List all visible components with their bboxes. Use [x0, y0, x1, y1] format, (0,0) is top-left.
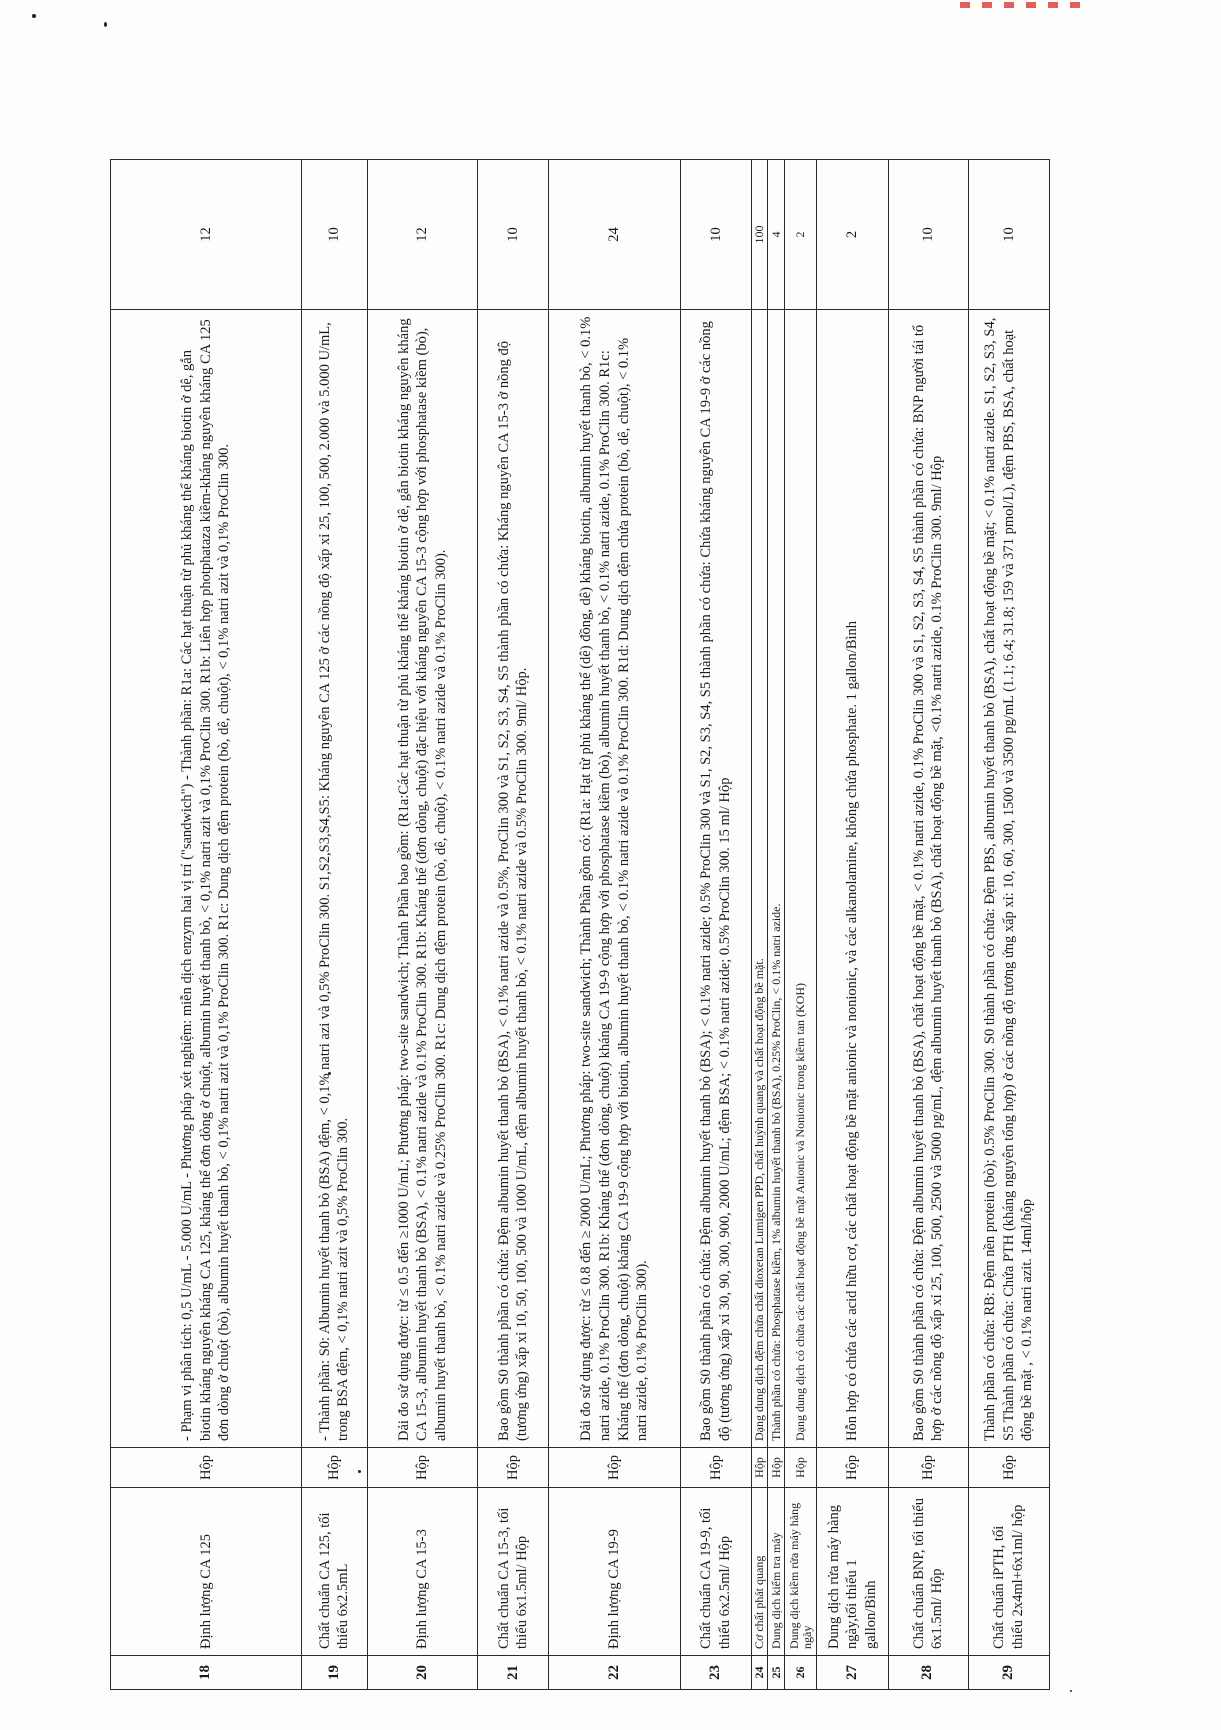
item-name-cell: Chất chuẩn CA 15-3, tối thiểu 6x1.5ml/ Hộp — [478, 1488, 549, 1656]
item-name-cell: Chất chuẩn CA 125, tối thiểu 6x2.5mL — [301, 1488, 367, 1656]
description-cell: Dạng dung dịch đệm chứa chất dioxetan Lumigen PPD, chất huỳnh quang và chất hoạt động bề mặt. — [751, 310, 767, 1448]
table-row — [785, 160, 817, 1690]
table-row — [301, 160, 367, 1690]
table-row — [751, 160, 767, 1690]
description-cell: - Thành phần: S0: Albumin huyết thanh bò (BSA) đệm, < 0,1% natri azi và 0,5% ProClin 300. S1,S2,S3,S4,S5: Kháng nguyên CA 125 ở các nồng độ xấp xỉ 25, 100, 500, 2.000 và 5.000 U/mL, trong BSA đệm, < 0,1% natri azit và 0,5% ProClin 300. — [301, 310, 367, 1448]
item-name-cell: Định lượng CA 19-9 — [549, 1488, 681, 1656]
unit-cell: Hộp — [367, 1448, 478, 1488]
item-name-cell: Định lượng CA 15-3 — [367, 1488, 478, 1656]
quantity-cell: 12 — [367, 160, 478, 310]
item-name-cell: Dung dịch kiểm tra máy — [767, 1488, 785, 1656]
item-name-cell: Cơ chất phát quang — [751, 1488, 767, 1656]
row-number-cell: 28 — [888, 1656, 968, 1690]
description-cell: Thành phần có chứa: RB: Đệm nền protein (bò); 0.5% ProClin 300. S0 thành phần có chứa: Đệm PBS, albumin huyết thanh bò (BSA), chất hoạt động bề mặt; < 0.1% natri azide. S1, S2, S3, S4, S5 Thành phần có chứa: Chứa PTH (kháng nguyên tổng hợp) ở các nồng độ tương ứng xấp xỉ: 10, 60, 300, 1500 và 3500 pg/mL (1.1; 6.4; 31.8; 159 và 371 pmol/L), đệm PBS, BSA, chất hoạt động bề mặt , < 0.1% natri azit. 14ml/hộp — [968, 310, 1049, 1448]
unit-cell: Hộp — [785, 1448, 817, 1488]
item-name-cell: Chất chuẩn iPTH, tối thiểu 2x4ml+6x1ml/ hộp — [968, 1488, 1049, 1656]
unit-cell: Hộp — [301, 1448, 367, 1488]
quantity-cell: 12 — [111, 160, 302, 310]
item-name-cell: Chất chuẩn BNP, tối thiểu 6x1.5ml/ Hộp — [888, 1488, 968, 1656]
red-scan-mark — [960, 2, 1080, 8]
unit-cell: Hộp — [817, 1448, 888, 1488]
table-row — [478, 160, 549, 1690]
quantity-cell: 4 — [767, 160, 785, 310]
row-number-cell: 21 — [478, 1656, 549, 1690]
row-number-cell: 19 — [301, 1656, 367, 1690]
description-cell: Dải đo sử dụng được: từ ≤ 0.8 đến ≥ 2000 U/mL; Phương pháp: two-site sandwich; Thành Phần gồm có: (R1a: Hạt từ phủ kháng thể (dê) đồng, dê) kháng biotin, albumin huyết thanh bò, < 0.1% natri azide, 0.1% ProClin 300. R1b: Kháng thể (đơn dòng, chuột) kháng CA 19-9 cộng hợp với phosphatase kiềm (bò), albumin huyết thanh bò, < 0.1% natri azide, 0.1% ProClin 300. R1c: Kháng thể (đơn dòng, chuột) kháng CA 19-9 cộng hợp với biotin, albumin huyết thanh bò, < 0.1% natri azide và 0.1% ProClin 300. R1d: Dung dịch đệm chứa protein (bò, dê, chuột), < 0.1% natri azide, 0.1% ProClin 300). — [549, 310, 681, 1448]
description-cell: Thành phần có chứa: Phosphatase kiềm, 1% albumin huyết thanh bò (BSA), 0.25% ProClin, < 0.1% natri azide. — [767, 310, 785, 1448]
quantity-cell: 2 — [817, 160, 888, 310]
quantity-cell: 10 — [478, 160, 549, 310]
description-cell: Dải đo sử dụng được: từ ≤ 0.5 đến ≥1000 U/mL; Phương pháp: two-site sandwich; Thành Phần bao gồm: (R1a:Các hạt thuận từ phủ kháng thể kháng biotin ở dê, gắn biotin kháng nguyên kháng CA 15-3, albumin huyết thanh bò (BSA), < 0.1% natri azide và 0.1% ProClin 300. R1b: Kháng thể (đơn dòng, chuột) đặc hiệu với kháng nguyên CA 15-3 cộng hợp với phosphatase kiềm (bò), albumin huyết thanh bò, < 0.1% natri azide và 0.25% ProClin 300. R1c: Dung dịch đệm protein (bò, dê, chuột), < 0.1% natri azide và 0.1% ProClin 300). — [367, 310, 478, 1448]
description-cell: - Phạm vi phân tích: 0,5 U/mL - 5.000 U/mL - Phương pháp xét nghiệm: miễn dịch enzym hai vị trí ("sandwich") - Thành phần: R1a: Các hạt thuận từ phủ kháng thể kháng biotin ở dê, gắn biotin kháng nguyên kháng CA 125, kháng thể đơn dòng ở chuột, albumin huyết thanh bò, < 0,1% natri azit và 0,1% ProClin 300. R1b: Liên hợp photphataza kiềm-kháng nguyên kháng CA 125 đơn dòng ở chuột (bò), albumin huyết thanh bò, < 0,1% natri azit và 0,1% ProClin 300. R1c: Dung dịch đệm protein (bò, dê, chuột), < 0,1% natri azit và 0,1% ProClin 300. — [111, 310, 302, 1448]
description-cell: Bao gồm S0 thành phần có chứa: Đệm albumin huyết thanh bò (BSA); < 0.1% natri azide; 0.5% ProClin 300 và S1, S2, S3, S4, S5 thành phần có chứa: Chứa kháng nguyên CA 19-9 ở các nồng độ (tương ứng) xấp xỉ 30, 90, 300, 900, 2000 U/mL; đệm BSA; < 0.1% natri azide; 0.5% ProClin 300. 15 ml/ Hộp — [681, 310, 752, 1448]
unit-cell: Hộp — [478, 1448, 549, 1488]
row-number-cell: 23 — [681, 1656, 752, 1690]
row-number-cell: 26 — [785, 1656, 817, 1690]
description-cell: Hỗn hợp có chứa các acid hữu cơ, các chất hoạt động bề mặt anionic và nonionic, và các alkanolamine, không chứa phosphate. 1 gallon/Bình — [817, 310, 888, 1448]
unit-cell: Hộp — [681, 1448, 752, 1488]
row-number-cell: 25 — [767, 1656, 785, 1690]
row-number-cell: 22 — [549, 1656, 681, 1690]
item-name-cell: Định lượng CA 125 — [111, 1488, 302, 1656]
unit-cell: Hộp — [767, 1448, 785, 1488]
description-cell: Dạng dung dịch có chứa các chất hoạt động bề mặt Anionic và Nonionic trong kiềm tan (KOH) — [785, 310, 817, 1448]
table-row — [888, 160, 968, 1690]
scan-speck — [1070, 1690, 1072, 1692]
rotated-table-container — [110, 160, 1050, 1690]
scan-speck — [32, 14, 36, 18]
table-row — [817, 160, 888, 1690]
quantity-cell: 10 — [681, 160, 752, 310]
reagent-spec-table — [110, 159, 1050, 1690]
row-number-cell: 27 — [817, 1656, 888, 1690]
quantity-cell: 10 — [888, 160, 968, 310]
row-number-cell: 29 — [968, 1656, 1049, 1690]
table-row — [767, 160, 785, 1690]
unit-cell: Hộp — [111, 1448, 302, 1488]
description-cell: Bao gồm S0 thành phần có chứa: Đệm albumin huyết thanh bò (BSA), < 0.1% natri azide và 0.5%, ProClin 300 và S1, S2, S3, S4, S5 thành phần có chứa: Kháng nguyên CA 15-3 ở nồng độ (tương ứng) xấp xỉ 10, 50, 100, 500 và 1000 U/mL, đệm albumin huyết thanh bò, < 0.1% natri azide và 0.5% ProClin 300. 9ml/ Hộp. — [478, 310, 549, 1448]
unit-cell: Hộp — [751, 1448, 767, 1488]
unit-cell: Hộp — [549, 1448, 681, 1488]
unit-cell: Hộp — [888, 1448, 968, 1488]
quantity-cell: 10 — [968, 160, 1049, 310]
description-cell: Bao gồm S0 thành phần có chứa: Đệm albumin huyết thanh bò (BSA), chất hoạt động bề mặt, < 0.1% natri azide, 0.1% ProClin 300 và S1, S2, S3, S4, S5 thành phần có chứa: BNP người tái tổ hợp ở các nồng độ xấp xỉ 25, 100, 500, 2500 và 5000 pg/mL, đệm albumin huyết thanh bò (BSA), chất hoạt động bề mặt, <0.1% natri azide, 0.1% ProClin 300. 9ml/ Hộp — [888, 310, 968, 1448]
quantity-cell: 100 — [751, 160, 767, 310]
quantity-cell: 2 — [785, 160, 817, 310]
unit-cell: Hộp — [968, 1448, 1049, 1488]
table-row — [549, 160, 681, 1690]
quantity-cell: 10 — [301, 160, 367, 310]
table-body — [111, 160, 1050, 1690]
item-name-cell: Dung dịch kiềm rửa máy hàng ngày — [785, 1488, 817, 1656]
item-name-cell: Dung dịch rửa máy hàng ngày,tối thiểu 1 gallon/Bình — [817, 1488, 888, 1656]
row-number-cell: 20 — [367, 1656, 478, 1690]
scan-speck — [104, 22, 107, 27]
table-row — [968, 160, 1049, 1690]
table-row — [681, 160, 752, 1690]
table-row — [111, 160, 302, 1690]
quantity-cell: 24 — [549, 160, 681, 310]
item-name-cell: Chất chuẩn CA 19-9, tối thiểu 6x2.5ml/ Hộp — [681, 1488, 752, 1656]
row-number-cell: 18 — [111, 1656, 302, 1690]
row-number-cell: 24 — [751, 1656, 767, 1690]
table-row — [367, 160, 478, 1690]
